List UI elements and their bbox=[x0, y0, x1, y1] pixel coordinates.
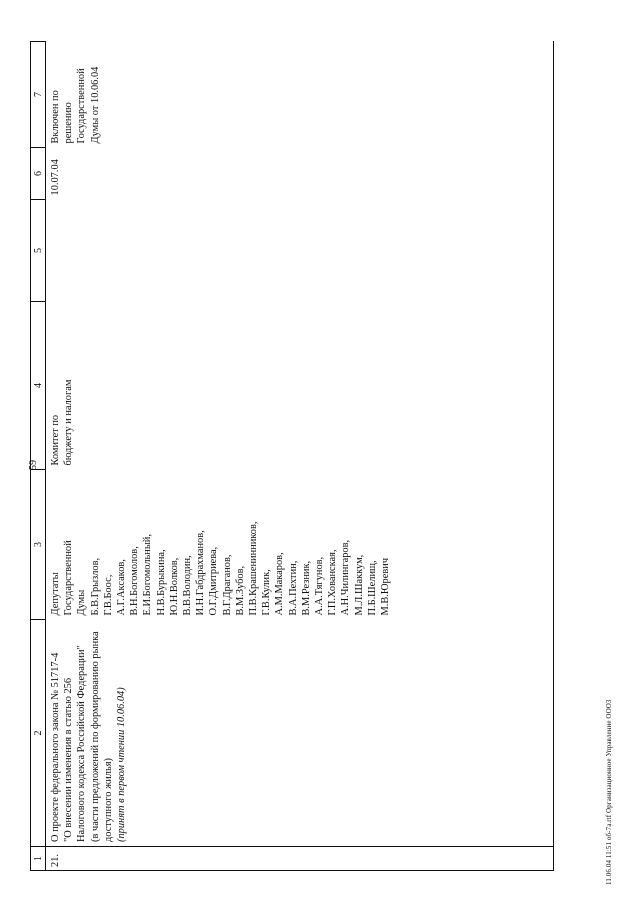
authors-intro-line: Думы bbox=[76, 589, 88, 616]
deputy-name: В.Г.Драганов, bbox=[221, 554, 233, 616]
deputy-name: Г.В.Кулик, bbox=[261, 569, 273, 616]
deputy-name: В.Н.Богомолов, bbox=[129, 546, 141, 616]
bill-title-line: (в части предложений по формированию рынка bbox=[89, 631, 101, 842]
bill-title-line: "О внесении изменения в статью 256 bbox=[63, 677, 75, 842]
deputy-name: П.Б.Шелищ, bbox=[366, 560, 378, 616]
col-header-5: 5 bbox=[31, 200, 46, 302]
deputy-name: В.А.Пехтин, bbox=[287, 560, 299, 616]
col-header-3: 3 bbox=[31, 470, 46, 620]
bill-title-line: доступного жилья) bbox=[102, 758, 114, 842]
deputy-name: В.В.Володин, bbox=[182, 555, 194, 616]
bill-title-cell bbox=[46, 620, 393, 847]
deputy-name: Г.П.Хованская, bbox=[327, 549, 339, 616]
deputy-name: Е.И.Богомольный, bbox=[142, 534, 154, 616]
col-header-2: 2 bbox=[31, 620, 46, 847]
table-row bbox=[46, 42, 393, 871]
committee-cell bbox=[46, 302, 393, 470]
deputy-name: И.Н.Габдрахманов, bbox=[195, 530, 207, 616]
bill-title-line: Налогового кодекса Российской Федерации" bbox=[76, 645, 88, 842]
first-reading-note: (принят в первом чтении 10.06.04) bbox=[116, 687, 128, 842]
deputy-name: В.М.Резник, bbox=[300, 560, 312, 616]
deputy-name: Г.В.Боос, bbox=[102, 574, 114, 616]
decision-line: Государственной bbox=[76, 68, 88, 144]
decision-line: Включен по bbox=[50, 90, 61, 144]
decision-cell bbox=[46, 42, 393, 148]
bill-title-line: О проекте федерального закона № 51717-4 bbox=[50, 652, 61, 842]
page-number: 59 bbox=[28, 460, 39, 470]
deputy-name: А.М.Макаров, bbox=[274, 552, 286, 616]
table-bottom-row bbox=[392, 42, 554, 871]
deputy-name: П.В.Крашенинников, bbox=[248, 521, 260, 616]
decision-line: решению bbox=[63, 102, 75, 144]
col-header-7: 7 bbox=[31, 42, 46, 148]
rotated-sheet bbox=[0, 20, 640, 900]
deputy-name: А.Н.Чилингаров, bbox=[340, 539, 352, 616]
bills-table bbox=[30, 41, 554, 871]
decision-line: Думы от 10.06.04 bbox=[89, 66, 101, 144]
date-cell: 10.07.04 bbox=[50, 159, 61, 196]
deputy-name: М.В.Юревич bbox=[380, 557, 392, 616]
authors-intro-line: Депутаты bbox=[50, 572, 61, 616]
footer-stamp: 11.06.04 11:51 об-7а.rtf Организационное Управление ООО3 bbox=[605, 699, 613, 885]
col-header-4: 4 bbox=[31, 302, 46, 470]
deputy-name: М.Л.Шаккум, bbox=[353, 554, 365, 616]
row-number: 21. bbox=[46, 847, 393, 871]
deputy-name: Б.В.Грызлов, bbox=[89, 557, 101, 616]
header-row bbox=[31, 42, 46, 871]
authors-cell bbox=[46, 470, 393, 620]
deputy-name: А.А.Тягунов, bbox=[314, 556, 326, 616]
deputy-name: Н.В.Бурыкина, bbox=[155, 549, 167, 616]
col-header-1: 1 bbox=[31, 847, 46, 871]
deputies-list bbox=[89, 474, 393, 616]
committee-line: Комитет по bbox=[50, 414, 61, 466]
committee-line: бюджету и налогам bbox=[63, 379, 75, 466]
deputy-name: Ю.Н.Волков, bbox=[168, 557, 180, 616]
col-header-6: 6 bbox=[31, 148, 46, 200]
authors-intro-line: Государственной bbox=[63, 540, 75, 616]
col5-cell bbox=[46, 200, 393, 302]
deputy-name: А.Г.Аксаков, bbox=[116, 559, 128, 616]
deputy-name: В.М.Зубов, bbox=[234, 565, 246, 616]
deputy-name: О.Г.Дмитриева, bbox=[208, 546, 220, 616]
